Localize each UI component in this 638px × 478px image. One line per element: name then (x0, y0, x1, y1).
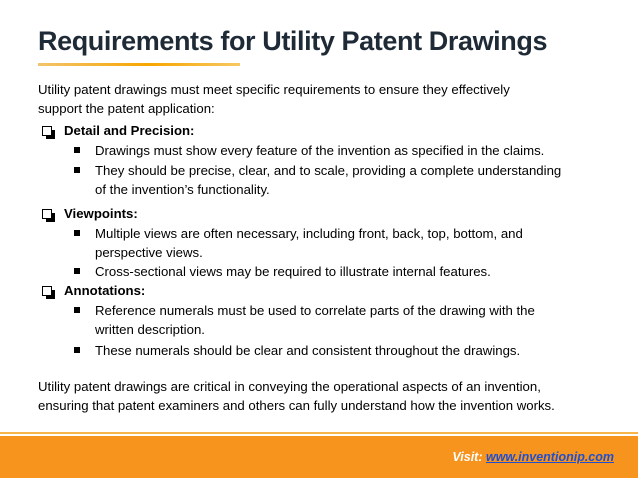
square-bullet-icon (74, 167, 80, 173)
bullet-text: Drawings must show every feature of the invention as specified in the claims. (95, 143, 545, 158)
footer-website-link[interactable]: www.inventionip.com (485, 450, 614, 464)
title-underline (38, 63, 240, 66)
bullet-text: Multiple views are often necessary, including front, back, top, bottom, and (95, 226, 523, 241)
conclusion-line-2: ensuring that patent examiners and others can fully understand how the invention works. (38, 398, 555, 413)
bullet-text-continuation: of the invention’s functionality. (95, 182, 270, 197)
footer-visit-text (452, 450, 614, 464)
square-bullet-icon (74, 147, 80, 153)
section-heading-viewpoints: Viewpoints: (64, 206, 138, 221)
square-bullet-icon (74, 268, 80, 274)
conclusion-line-1: Utility patent drawings are critical in conveying the operational aspects of an invention, (38, 379, 541, 394)
bullet-text: These numerals should be clear and consistent throughout the drawings. (95, 343, 521, 358)
bullet-text-continuation: perspective views. (95, 245, 203, 260)
footer-visit-label: Visit: (452, 450, 483, 464)
bullet-text: Reference numerals must be used to correlate parts of the drawing with the (95, 303, 535, 318)
checkbox-icon (42, 126, 52, 136)
intro-line-1: Utility patent drawings must meet specific requirements to ensure they effectively (38, 82, 510, 97)
bullet-text: They should be precise, clear, and to scale, providing a complete understanding (95, 163, 562, 178)
footer-accent-line (0, 432, 638, 434)
square-bullet-icon (74, 307, 80, 313)
section-heading-detail: Detail and Precision: (64, 123, 195, 138)
bullet-text-continuation: written description. (95, 322, 205, 337)
bullet-text: Cross-sectional views may be required to illustrate internal features. (95, 264, 491, 279)
square-bullet-icon (74, 230, 80, 236)
checkbox-icon (42, 209, 52, 219)
page-title: Requirements for Utility Patent Drawings (38, 26, 548, 56)
square-bullet-icon (74, 347, 80, 353)
intro-line-2: support the patent application: (38, 101, 215, 116)
section-heading-annotations: Annotations: (64, 283, 146, 298)
checkbox-icon (42, 286, 52, 296)
